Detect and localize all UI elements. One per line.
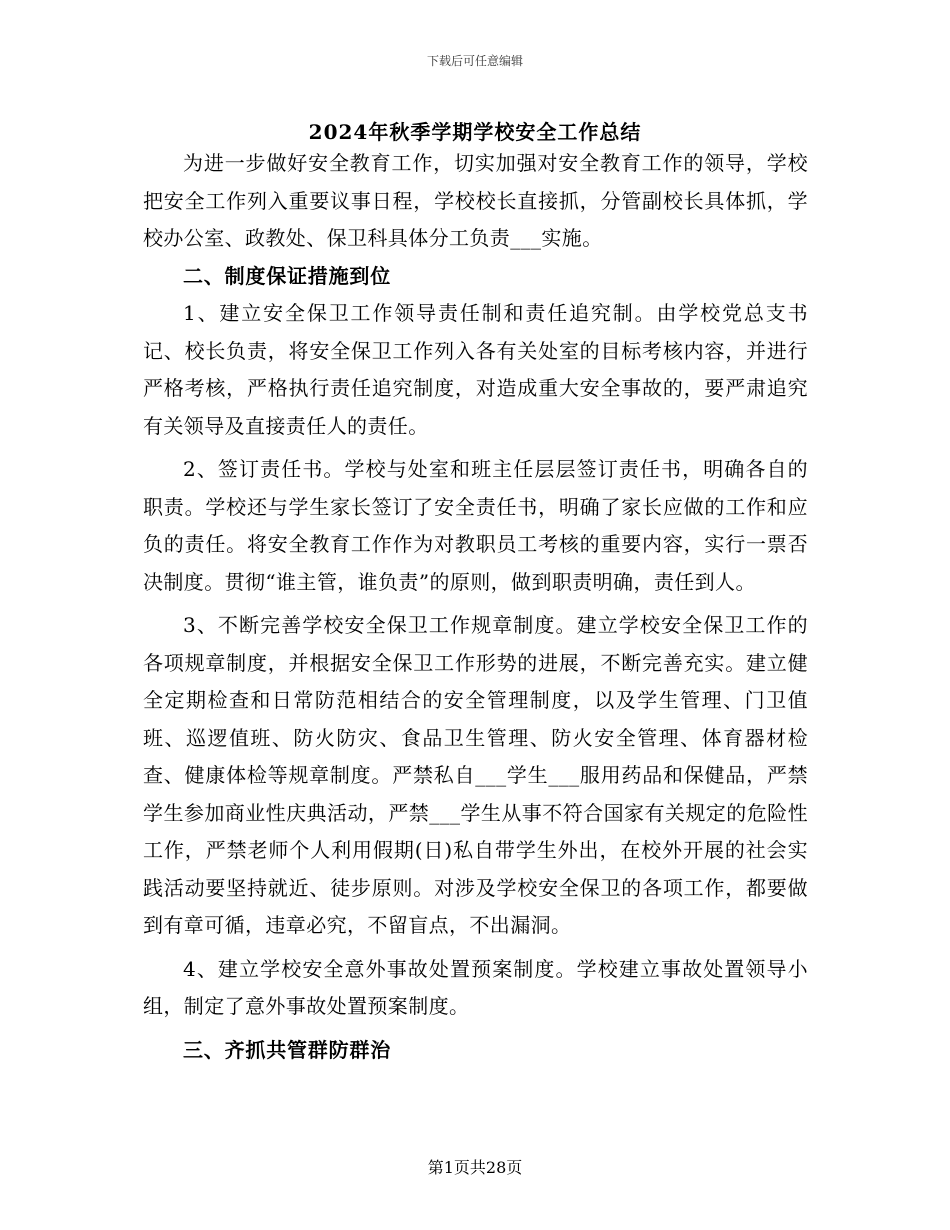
section-heading-2: 二、制度保证措施到位 bbox=[183, 263, 391, 288]
page-footer: 第1页共28页 bbox=[427, 1158, 523, 1177]
paragraph-item-2: 2、签订责任书。学校与处室和班主任层层签订责任书，明确各自的职责。学校还与学生家长签订了安全责任书，明确了家长应做的工作和应负的责任。将安全教育工作作为对教职员工考核的重要内容，实行一票否决制度。贯彻“谁主管，谁负责”的原则，做到职责明确，责任到人。 bbox=[143, 457, 808, 594]
intro-paragraph: 为进一步做好安全教育工作，切实加强对安全教育工作的领导，学校把安全工作列入重要议事日程，学校校长直接抓，分管副校长具体抓，学校办公室、政教处、保卫科具体分工负责___实施。 bbox=[143, 151, 808, 250]
paragraph-item-1: 1、建立安全保卫工作领导责任制和责任追究制。由学校党总支书记、校长负责，将安全保卫工作列入各有关处室的目标考核内容，并进行严格考核，严格执行责任追究制度，对造成重大安全事故的，要严肃追究有关领导及直接责任人的责任。 bbox=[143, 301, 808, 438]
document-body bbox=[143, 145, 808, 1069]
paragraph-item-4: 4、建立学校安全意外事故处置预案制度。学校建立事故处置领导小组，制定了意外事故处置预案制度。 bbox=[143, 956, 808, 1018]
page-header: 下载后可任意编辑 bbox=[426, 54, 523, 68]
section-heading-3: 三、齐抓共管群防群治 bbox=[183, 1037, 391, 1062]
paragraph-item-3: 3、不断完善学校安全保卫工作规章制度。建立学校安全保卫工作的各项规章制度，并根据安全保卫工作形势的进展，不断完善充实。建立健全定期检查和日常防范相结合的安全管理制度，以及学生管理、门卫值班、巡逻值班、防火防灾、食品卫生管理、防火安全管理、体育器材检查、健康体检等规章制度。严禁私自___学生___服用药品和保健品，严禁学生参加商业性庆典活动，严禁___学生从事不符合国家有关规定的危险性工作，严禁老师个人利用假期(日)私自带学生外出，在校外开展的社会实践活动要坚持就近、徒步原则。对涉及学校安全保卫的各项工作，都要做到有章可循，违章必究，不留盲点，不出漏洞。 bbox=[143, 613, 808, 937]
document-title: 2024年秋季学期学校安全工作总结 bbox=[308, 120, 642, 144]
